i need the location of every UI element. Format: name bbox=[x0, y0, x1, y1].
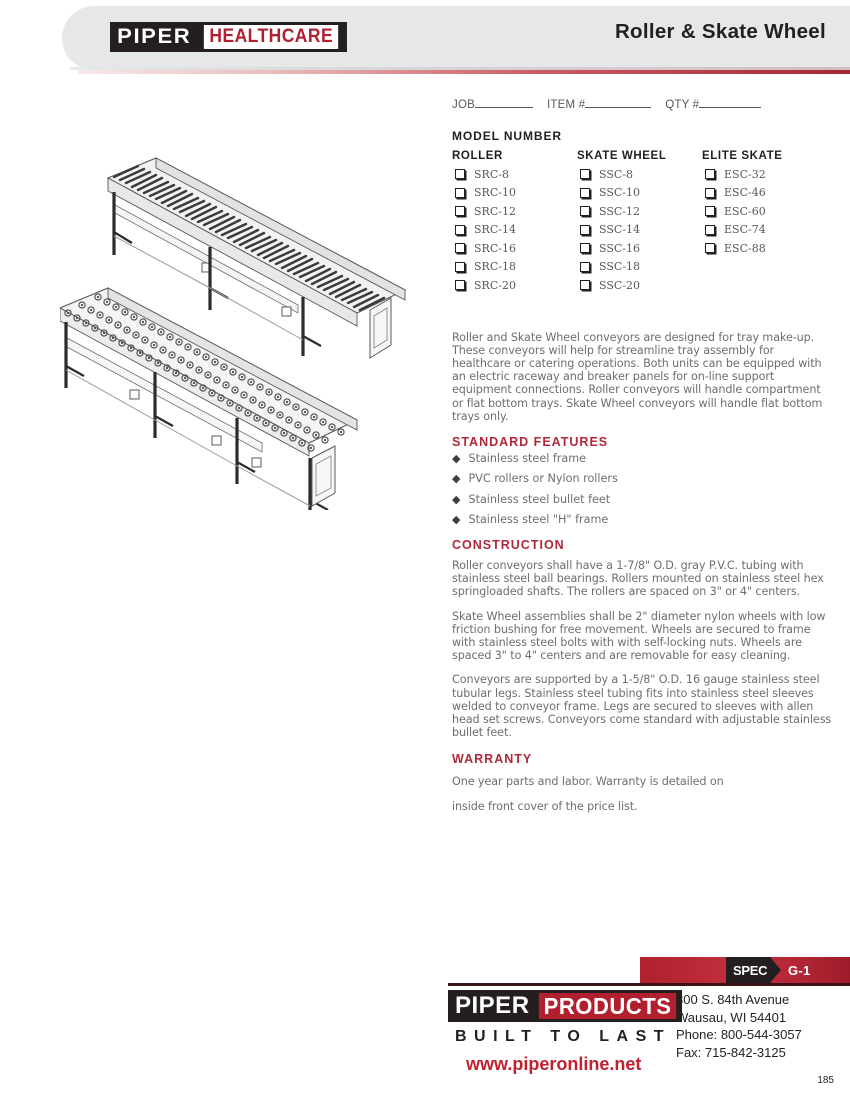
model-option-row[interactable] bbox=[452, 184, 577, 203]
model-number-heading: MODEL NUMBER bbox=[452, 129, 562, 143]
checkbox-icon[interactable] bbox=[580, 225, 590, 235]
feature-item bbox=[452, 492, 832, 511]
feature-label: Stainless steel frame bbox=[468, 451, 587, 465]
model-column-elite-skate bbox=[702, 150, 812, 295]
standard-features-heading: STANDARD FEATURES bbox=[452, 434, 609, 449]
model-column-title: ELITE SKATE bbox=[702, 150, 783, 162]
model-option-label: SSC-10 bbox=[599, 186, 641, 200]
spec-label: SPEC bbox=[726, 957, 771, 983]
piper-healthcare-logo bbox=[110, 22, 347, 52]
feature-item bbox=[452, 451, 832, 470]
feature-item bbox=[452, 512, 832, 531]
model-option-row[interactable] bbox=[702, 165, 812, 184]
model-option-row[interactable] bbox=[702, 239, 812, 258]
job-label: JOB bbox=[452, 99, 475, 111]
intro-paragraph: Roller and Skate Wheel conveyors are designed for tray make-up. These conveyors will help for streamline tray assembly for healthcare or catering operations. Both units can be equipped with an electric raceway and breaker panels for on-line support equipment connections. Roller conveyors will handle compartment or flat bottom trays. Skate Wheel conveyors will handle flat bottom trays only. bbox=[452, 330, 823, 423]
model-option-label: ESC-32 bbox=[724, 167, 766, 181]
feature-label: Stainless steel bullet feet bbox=[468, 492, 611, 506]
warranty-line-1: One year parts and labor. Warranty is detailed on bbox=[452, 775, 724, 789]
checkbox-icon[interactable] bbox=[455, 243, 465, 253]
construction-paragraph-2: Skate Wheel assemblies shall be 2" diameter nylon wheels with low friction bushing for free movement. Wheels are secured to frame with stainless steel bolts with with self-locking nuts. Wheels are spaced 3" to 4" centers and are removable for easy cleaning. bbox=[452, 609, 826, 663]
feature-label: Stainless steel "H" frame bbox=[468, 513, 609, 527]
model-option-row[interactable] bbox=[577, 221, 702, 240]
checkbox-icon[interactable] bbox=[705, 243, 715, 253]
footer-logo-products-text: PRODUCTS bbox=[538, 993, 675, 1019]
model-option-row[interactable] bbox=[452, 276, 577, 295]
model-option-row[interactable] bbox=[452, 165, 577, 184]
tagline: BUILT TO LAST bbox=[455, 1028, 672, 1045]
website-link[interactable]: www.piperonline.net bbox=[466, 1054, 642, 1074]
item-input-blank[interactable] bbox=[585, 96, 651, 108]
model-column-title: SKATE WHEEL bbox=[577, 150, 667, 162]
model-option-label: SRC-12 bbox=[474, 204, 516, 218]
model-option-row[interactable] bbox=[452, 258, 577, 277]
model-option-label: SRC-10 bbox=[474, 186, 516, 200]
qty-input-blank[interactable] bbox=[699, 96, 761, 108]
model-option-row[interactable] bbox=[702, 202, 812, 221]
model-option-row[interactable] bbox=[577, 276, 702, 295]
checkbox-icon[interactable] bbox=[455, 262, 465, 272]
model-option-row[interactable] bbox=[452, 202, 577, 221]
diamond-bullet-icon: ◆ bbox=[452, 472, 461, 486]
warranty-line-2: inside front cover of the price list. bbox=[452, 799, 638, 813]
qty-label: QTY # bbox=[665, 99, 700, 111]
checkbox-icon[interactable] bbox=[705, 188, 715, 198]
construction-paragraph-3: Conveyors are supported by a 1-5/8" O.D. 16 gauge stainless steel tubular legs. Stainless steel tubing fits into stainless steel sleeves welded to conveyor frame. Legs are secured to sleeves with allen head set screws. Conveyors come standard with adjustable stainless bullet feet. bbox=[452, 673, 832, 740]
model-option-row[interactable] bbox=[577, 165, 702, 184]
model-number-columns bbox=[452, 150, 832, 295]
page-number: 185 bbox=[817, 1075, 834, 1086]
model-option-row[interactable] bbox=[577, 258, 702, 277]
checkbox-icon[interactable] bbox=[580, 188, 590, 198]
feature-item bbox=[452, 471, 832, 490]
model-option-label: SSC-20 bbox=[599, 278, 641, 292]
model-option-row[interactable] bbox=[702, 221, 812, 240]
feature-label: PVC rollers or Nylon rollers bbox=[468, 472, 618, 486]
model-option-label: SRC-8 bbox=[474, 167, 509, 181]
header-rule bbox=[78, 70, 850, 74]
page-title: Roller & Skate Wheel bbox=[614, 20, 826, 43]
checkbox-icon[interactable] bbox=[580, 169, 590, 179]
phone-number: Phone: 800-544-3057 bbox=[676, 1027, 802, 1042]
model-option-label: SRC-18 bbox=[474, 260, 516, 274]
logo-piper-text: PIPER bbox=[111, 25, 200, 49]
checkbox-icon[interactable] bbox=[580, 206, 590, 216]
construction-heading: CONSTRUCTION bbox=[452, 537, 565, 552]
checkbox-icon[interactable] bbox=[455, 206, 465, 216]
item-label: ITEM # bbox=[546, 99, 586, 111]
model-option-row[interactable] bbox=[577, 202, 702, 221]
spec-arrow-icon bbox=[770, 957, 781, 983]
fax-number: Fax: 715-842-3125 bbox=[676, 1044, 786, 1060]
spec-badge bbox=[640, 957, 850, 983]
model-option-label: ESC-46 bbox=[724, 186, 766, 200]
model-option-label: SRC-16 bbox=[474, 241, 516, 255]
model-column-skate-wheel bbox=[577, 150, 702, 295]
spec-number: G-1 bbox=[788, 962, 811, 978]
conveyor-drawing-svg bbox=[60, 150, 450, 510]
model-option-label: SRC-14 bbox=[474, 223, 516, 237]
model-option-label: ESC-88 bbox=[724, 241, 766, 255]
logo-healthcare-text: HEALTHCARE bbox=[203, 25, 338, 49]
warranty-heading: WARRANTY bbox=[452, 752, 533, 767]
spec-content-column bbox=[452, 96, 832, 813]
piper-products-logo bbox=[448, 990, 682, 1022]
footer-logo-piper-text: PIPER bbox=[451, 993, 536, 1019]
conveyor-illustration bbox=[60, 150, 450, 510]
job-input-blank[interactable] bbox=[475, 96, 533, 108]
model-option-label: SSC-12 bbox=[599, 204, 641, 218]
checkbox-icon[interactable] bbox=[705, 225, 715, 235]
checkbox-icon[interactable] bbox=[705, 206, 715, 216]
model-column-title: ROLLER bbox=[452, 150, 503, 162]
model-column-roller bbox=[452, 150, 577, 295]
model-option-row[interactable] bbox=[452, 239, 577, 258]
model-option-label: SSC-16 bbox=[599, 241, 641, 255]
checkbox-icon[interactable] bbox=[580, 280, 590, 290]
job-item-qty-line bbox=[452, 96, 832, 111]
diamond-bullet-icon: ◆ bbox=[452, 492, 461, 506]
model-option-row[interactable] bbox=[577, 184, 702, 203]
model-option-label: ESC-74 bbox=[724, 223, 766, 237]
company-address bbox=[676, 991, 802, 1061]
checkbox-icon[interactable] bbox=[705, 169, 715, 179]
checkbox-icon[interactable] bbox=[455, 188, 465, 198]
address-line-2: Wausau, WI 54401 bbox=[676, 1009, 787, 1025]
standard-features-list bbox=[452, 451, 832, 531]
model-option-label: SRC-20 bbox=[474, 278, 516, 292]
checkbox-icon[interactable] bbox=[580, 243, 590, 253]
footer-rule bbox=[448, 983, 850, 986]
model-option-label: SSC-8 bbox=[599, 167, 634, 181]
diamond-bullet-icon: ◆ bbox=[452, 451, 461, 465]
construction-paragraph-1: Roller conveyors shall have a 1-7/8" O.D. gray P.V.C. tubing with stainless steel ball bearings. Rollers mounted on stainless steel hex springloaded shafts. The rollers are spaced on 3" or 4" centers. bbox=[452, 558, 824, 599]
checkbox-icon[interactable] bbox=[580, 262, 590, 272]
model-option-row[interactable] bbox=[702, 184, 812, 203]
model-option-row[interactable] bbox=[452, 221, 577, 240]
model-option-label: SSC-14 bbox=[599, 223, 641, 237]
checkbox-icon[interactable] bbox=[455, 225, 465, 235]
skate-wheel-conveyor-drawing bbox=[60, 288, 357, 510]
model-option-label: ESC-60 bbox=[724, 204, 766, 218]
address-line-1: 300 S. 84th Avenue bbox=[676, 992, 790, 1007]
model-option-label: SSC-18 bbox=[599, 260, 641, 274]
model-option-row[interactable] bbox=[577, 239, 702, 258]
checkbox-icon[interactable] bbox=[455, 169, 465, 179]
checkbox-icon[interactable] bbox=[455, 280, 465, 290]
diamond-bullet-icon: ◆ bbox=[452, 513, 461, 527]
